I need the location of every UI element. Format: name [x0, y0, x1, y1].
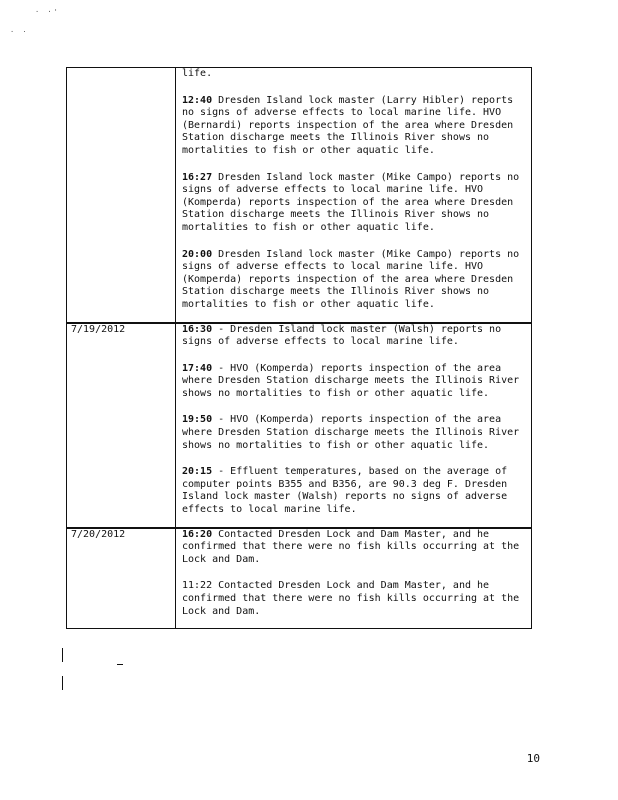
date-cell — [67, 68, 176, 323]
entries-cell — [176, 528, 532, 629]
log-entry — [182, 580, 527, 618]
entry-time: 17:40 — [182, 362, 213, 374]
entry-text: Contacted Dresden Lock and Dam Master, and he confirmed that there were no fish kills occurring at the Lock and Dam. — [182, 580, 520, 617]
binding-tick — [117, 664, 123, 665]
entry-text: Dresden Island lock master (Larry Hibler) reports no signs of adverse effects to local marine life. HVO (Bernardi) reports inspection of the area where Dresden Station discharge meets the Illinois River shows no mortalities to fish or other aquatic life. — [182, 94, 514, 156]
entry-text: - HVO (Komperda) reports inspection of the area where Dresden Station discharge meets the Illinois River shows no mortalities to fish or other aquatic life. — [182, 362, 520, 399]
entry-text: - HVO (Komperda) reports inspection of the area where Dresden Station discharge meets the Illinois River shows no mortalities to fish or other aquatic life. — [182, 414, 520, 451]
table-row — [67, 528, 532, 629]
entry-text: Dresden Island lock master (Mike Campo) reports no signs of adverse effects to local marine life. HVO (Komperda) reports inspection of the area where Dresden Station discharge meets the Illinois River shows no mortalities to fish or other aquatic life. — [182, 248, 520, 310]
log-entry — [182, 363, 527, 401]
log-entry — [182, 324, 527, 349]
scan-mark: · ·' — [35, 8, 60, 16]
binding-mark — [62, 648, 63, 662]
entry-time: 20:15 — [182, 466, 213, 478]
entry-text: - Dresden Island lock master (Walsh) reports no signs of adverse effects to local marine life. — [182, 323, 502, 348]
entry-text: Contacted Dresden Lock and Dam Master, and he confirmed that there were no fish kills occurring at the Lock and Dam. — [182, 528, 520, 565]
log-entry — [182, 172, 527, 235]
entry-time: 16:20 — [182, 528, 213, 540]
table-row — [67, 68, 532, 323]
scan-mark: . . — [10, 26, 29, 34]
entry-time: 12:40 — [182, 94, 213, 106]
date-cell: 7/20/2012 — [67, 528, 176, 629]
entry-time: 20:00 — [182, 248, 213, 260]
binding-mark — [62, 676, 63, 690]
entry-time: 16:27 — [182, 171, 213, 183]
entries-cell — [176, 323, 532, 528]
entry-time: 16:30 — [182, 323, 213, 335]
entry-time: 11:22 — [182, 580, 213, 592]
entry-time: 19:50 — [182, 414, 213, 426]
entry-text: Dresden Island lock master (Mike Campo) reports no signs of adverse effects to local marine life. HVO (Komperda) reports inspection of the area where Dresden Station discharge meets the Illinois River shows no mortalities to fish or other aquatic life. — [182, 171, 520, 233]
entries-cell — [176, 68, 532, 323]
continued-text: life. — [182, 68, 213, 79]
log-entry — [182, 249, 527, 312]
log-entry — [182, 95, 527, 158]
page-number: 10 — [526, 752, 540, 765]
table-row — [67, 323, 532, 528]
entry-text: - Effluent temperatures, based on the average of computer points B355 and B356, are 90.3 deg F. Dresden Island lock master (Walsh) reports no signs of adverse effects to local marine life. — [182, 466, 508, 516]
log-entry — [182, 466, 527, 516]
log-entry — [182, 414, 527, 452]
date-cell: 7/19/2012 — [67, 323, 176, 528]
log-entry — [182, 529, 527, 567]
event-log-table — [66, 67, 532, 629]
